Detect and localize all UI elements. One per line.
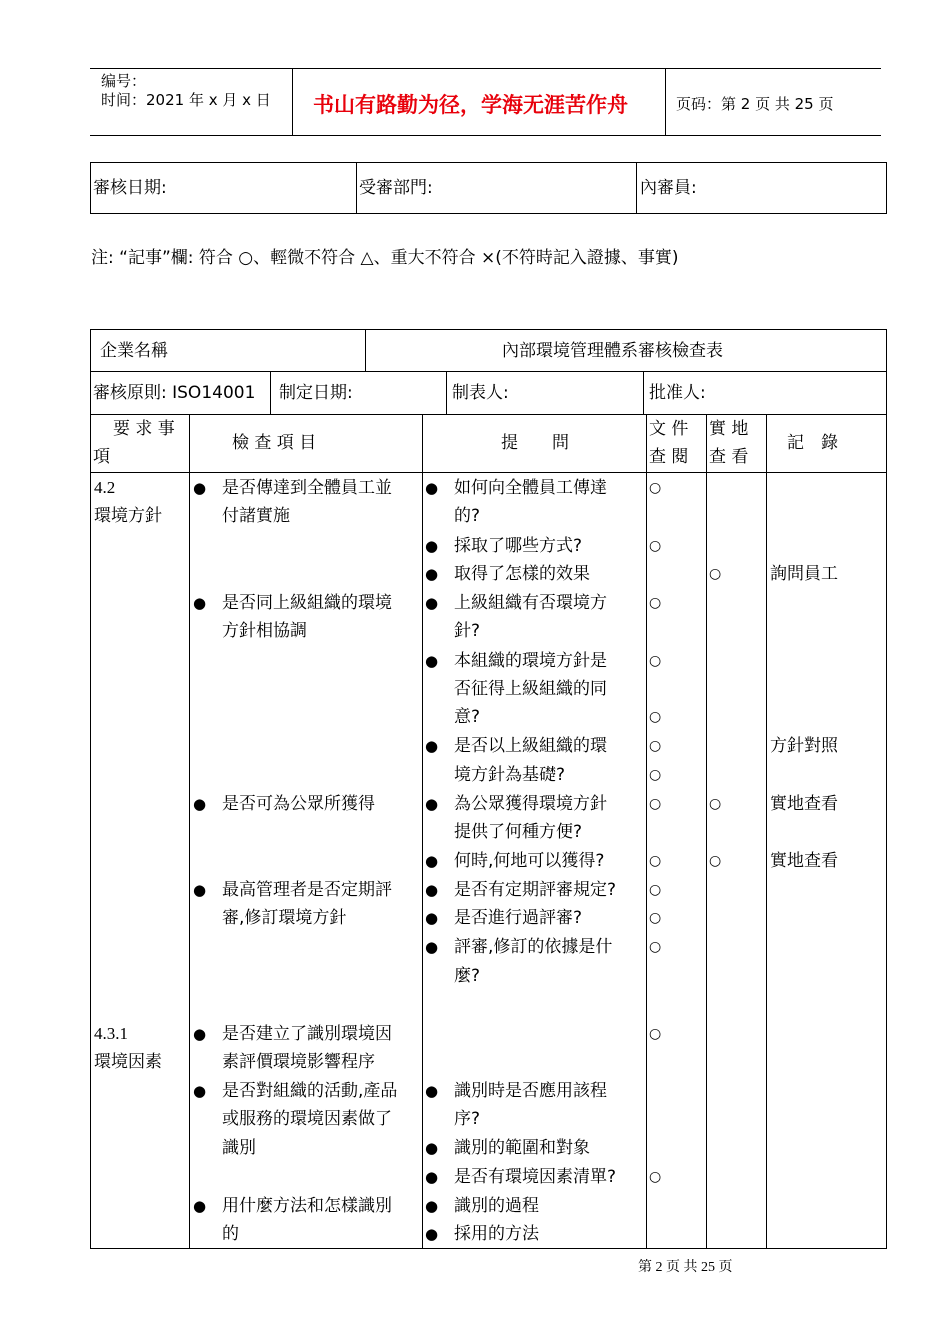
question-line: 何時,何地可以獲得?: [454, 851, 605, 871]
doc-check-mark: ○: [649, 1026, 662, 1042]
bullet-icon: ●: [425, 852, 439, 870]
req-4-2-number: 4.2: [94, 478, 116, 497]
col-check-items: 檢 查 項 目: [232, 433, 317, 453]
question-line: 意?: [454, 707, 481, 727]
bullet-icon: ●: [425, 1197, 439, 1215]
question-line: 識別的範圍和對象: [454, 1138, 590, 1158]
check-item-line: 素評價環境影響程序: [222, 1052, 375, 1072]
doc-check-mark: ○: [649, 538, 662, 554]
internal-auditor-label: 內審員:: [640, 178, 697, 198]
record-entry: 詢問員工: [770, 564, 838, 584]
check-item-line: 最高管理者是否定期評: [222, 880, 392, 900]
bullet-icon: ●: [425, 1082, 439, 1100]
doc-check-mark: ○: [649, 1169, 662, 1185]
doc-check-mark: ○: [649, 853, 662, 869]
check-item-line: 是否建立了識別環境因: [222, 1024, 392, 1044]
question-line: 取得了怎樣的效果: [454, 564, 590, 584]
col-requirement-line2: 項: [93, 447, 110, 467]
audit-date-label: 審核日期:: [93, 178, 167, 198]
bullet-icon: ●: [193, 479, 207, 497]
bullet-icon: ●: [425, 479, 439, 497]
col-site-line1: 實 地: [709, 419, 749, 439]
table-title: 內部環境管理體系審核檢查表: [502, 341, 723, 361]
question-line: 採取了哪些方式?: [454, 536, 583, 556]
question-line: 為公眾獲得環境方針: [454, 794, 607, 814]
doc-check-mark: ○: [649, 796, 662, 812]
bullet-icon: ●: [425, 652, 439, 670]
col-doc-line2: 查 閱: [649, 447, 689, 467]
question-line: 是否以上級組織的環: [454, 736, 607, 756]
question-line: 的?: [454, 506, 481, 526]
check-item-line: 是否傳達到全體員工並: [222, 478, 392, 498]
question-line: 境方針為基礎?: [454, 765, 566, 785]
bullet-icon: ●: [425, 1225, 439, 1243]
bullet-icon: ●: [193, 1082, 207, 1100]
question-line: 是否進行過評審?: [454, 908, 583, 928]
bullet-icon: ●: [425, 537, 439, 555]
col-requirement-line1: 要 求 事: [113, 419, 175, 439]
question-line: 針?: [454, 621, 481, 641]
req-4-3-1-title: 環境因素: [94, 1052, 162, 1072]
company-name-label: 企業名稱: [100, 341, 168, 361]
doc-check-mark: ○: [649, 738, 662, 754]
record-entry: 方針對照: [770, 736, 838, 756]
col-site-line2: 查 看: [709, 447, 749, 467]
table-maker-label: 制表人:: [452, 383, 509, 403]
bullet-icon: ●: [425, 565, 439, 583]
check-item-line: 方針相協調: [222, 621, 307, 641]
question-line: 序?: [454, 1109, 481, 1129]
question-line: 識別時是否應用該程: [454, 1081, 607, 1101]
bullet-icon: ●: [425, 938, 439, 956]
date-made-label: 制定日期:: [279, 383, 353, 403]
check-item-line: 付諸實施: [222, 506, 290, 526]
bullet-icon: ●: [193, 795, 207, 813]
audited-dept-label: 受審部門:: [359, 178, 433, 198]
doc-check-mark: ○: [649, 595, 662, 611]
record-entry: 實地查看: [770, 794, 838, 814]
time-label: 时间：2021 年 x 月 x 日: [101, 91, 271, 109]
doc-check-mark: ○: [649, 709, 662, 725]
site-check-mark: ○: [709, 566, 722, 582]
bullet-icon: ●: [193, 1025, 207, 1043]
bullet-icon: ●: [193, 881, 207, 899]
question-line: 如何向全體員工傳達: [454, 478, 607, 498]
question-line: 識別的過程: [454, 1196, 539, 1216]
check-item-line: 是否對組織的活動,產品: [222, 1081, 398, 1101]
check-item-line: 審,修訂環境方針: [222, 908, 347, 928]
bullet-icon: ●: [425, 594, 439, 612]
question-line: 是否有環境因素清單?: [454, 1167, 617, 1187]
question-line: 否征得上級組織的同: [454, 679, 607, 699]
doc-check-mark: ○: [649, 767, 662, 783]
approver-label: 批准人:: [649, 383, 706, 403]
record-entry: 實地查看: [770, 851, 838, 871]
question-line: 上級組織有否環境方: [454, 593, 607, 613]
question-line: 是否有定期評審規定?: [454, 880, 617, 900]
question-line: 本組織的環境方針是: [454, 651, 607, 671]
doc-check-mark: ○: [649, 480, 662, 496]
col-questions: 提 問: [501, 433, 569, 453]
question-line: 提供了何種方便?: [454, 822, 583, 842]
check-item-line: 用什麼方法和怎樣識別: [222, 1196, 392, 1216]
col-record: 記 錄: [787, 433, 838, 453]
col-doc-line1: 文 件: [649, 419, 689, 439]
check-item-line: 的: [222, 1224, 239, 1244]
audit-principle-label: 審核原則: ISO14001: [93, 383, 256, 403]
doc-check-mark: ○: [649, 882, 662, 898]
bullet-icon: ●: [193, 594, 207, 612]
bullet-icon: ●: [425, 795, 439, 813]
doc-check-mark: ○: [649, 910, 662, 926]
bullet-icon: ●: [425, 881, 439, 899]
bullet-icon: ●: [193, 1197, 207, 1215]
check-item-line: 或服務的環境因素做了: [222, 1109, 392, 1129]
question-line: 麼?: [454, 966, 481, 986]
req-4-3-1-number: 4.3.1: [94, 1024, 128, 1043]
bullet-icon: ●: [425, 737, 439, 755]
question-line: 評審,修訂的依據是什: [454, 937, 613, 957]
doc-check-mark: ○: [649, 653, 662, 669]
check-item-line: 是否可為公眾所獲得: [222, 794, 375, 814]
bullet-icon: ●: [425, 1168, 439, 1186]
motto: 书山有路勤为径，学海无涯苦作舟: [313, 92, 628, 117]
legend-note: 注: “記事”欄: 符合 ○、輕微不符合 △、重大不符合 ×(不符時記入證據、事實): [91, 248, 679, 268]
check-item-line: 識別: [222, 1138, 256, 1158]
site-check-mark: ○: [709, 796, 722, 812]
question-line: 採用的方法: [454, 1224, 539, 1244]
code-label: 编号：: [101, 72, 147, 90]
page-footer: 第 2 页 共 25 页: [638, 1260, 733, 1275]
doc-check-mark: ○: [649, 939, 662, 955]
req-4-2-title: 環境方針: [94, 506, 162, 526]
bullet-icon: ●: [425, 909, 439, 927]
check-item-line: 是否同上級組織的環境: [222, 593, 392, 613]
page-label: 页码：第 2 页 共 25 页: [676, 95, 834, 113]
bullet-icon: ●: [425, 1139, 439, 1157]
site-check-mark: ○: [709, 853, 722, 869]
